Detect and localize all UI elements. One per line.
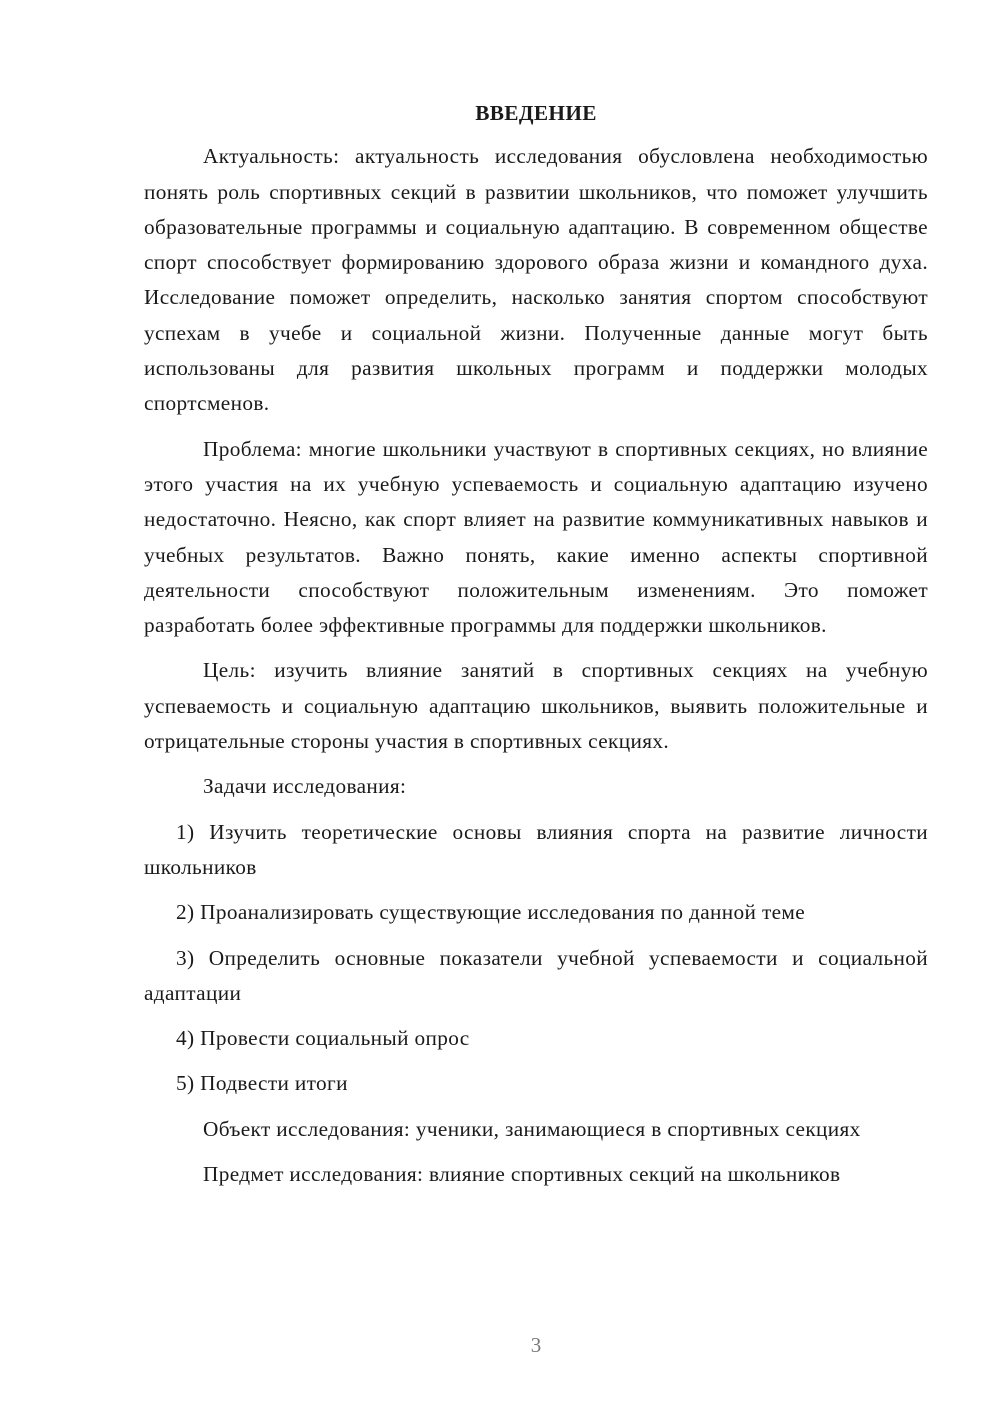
task-item-2: 2) Проанализировать существующие исследования по данной теме: [176, 900, 806, 925]
task-item-1: 1) Изучить теоретические основы влияния спорта на развитие личности школьников: [144, 819, 928, 879]
page-content: [144, 96, 928, 1202]
problem-paragraph: Проблема: многие школьники участвуют в спортивных секциях, но влияние этого участия на их учебную успеваемость и социальную адаптацию изучено недостаточно. Неясно, как спорт влияет на развитие коммуникативных навыков и учебных результатов. Важно понять, какие именно аспекты спортивной деятельности способствуют положительным изменениям. Это поможет разработать более эффективные программы для поддержки школьников.: [144, 436, 928, 638]
task-item-3: 3) Определить основные показатели учебной успеваемости и социальной адаптации: [144, 945, 928, 1005]
page-number: 3: [530, 1333, 542, 1357]
subject-paragraph: Предмет исследования: влияние спортивных секций на школьников: [203, 1162, 841, 1187]
relevance-paragraph: Актуальность: актуальность исследования обусловлена необходимостью понять роль спортивных секций в развитии школьников, что поможет улучшить образовательные программы и социальную адаптацию. В современном обществе спорт способствует формированию здорового образа жизни и командного духа. Исследование поможет определить, насколько занятия спортом способствуют успехам в учебе и социальной жизни. Полученные данные могут быть использованы для развития школьных программ и поддержки молодых спортсменов.: [144, 144, 928, 416]
task-item-4: 4) Провести социальный опрос: [176, 1026, 470, 1051]
object-paragraph: Объект исследования: ученики, занимающиеся в спортивных секциях: [203, 1116, 861, 1141]
tasks-title: Задачи исследования:: [203, 774, 407, 799]
goal-paragraph: Цель: изучить влияние занятий в спортивных секциях на учебную успеваемость и социальную адаптацию школьников, выявить положительные и отрицательные стороны участия в спортивных секциях.: [144, 658, 928, 754]
task-item-5: 5) Подвести итоги: [176, 1071, 348, 1096]
section-heading: ВВЕДЕНИЕ: [475, 101, 597, 125]
